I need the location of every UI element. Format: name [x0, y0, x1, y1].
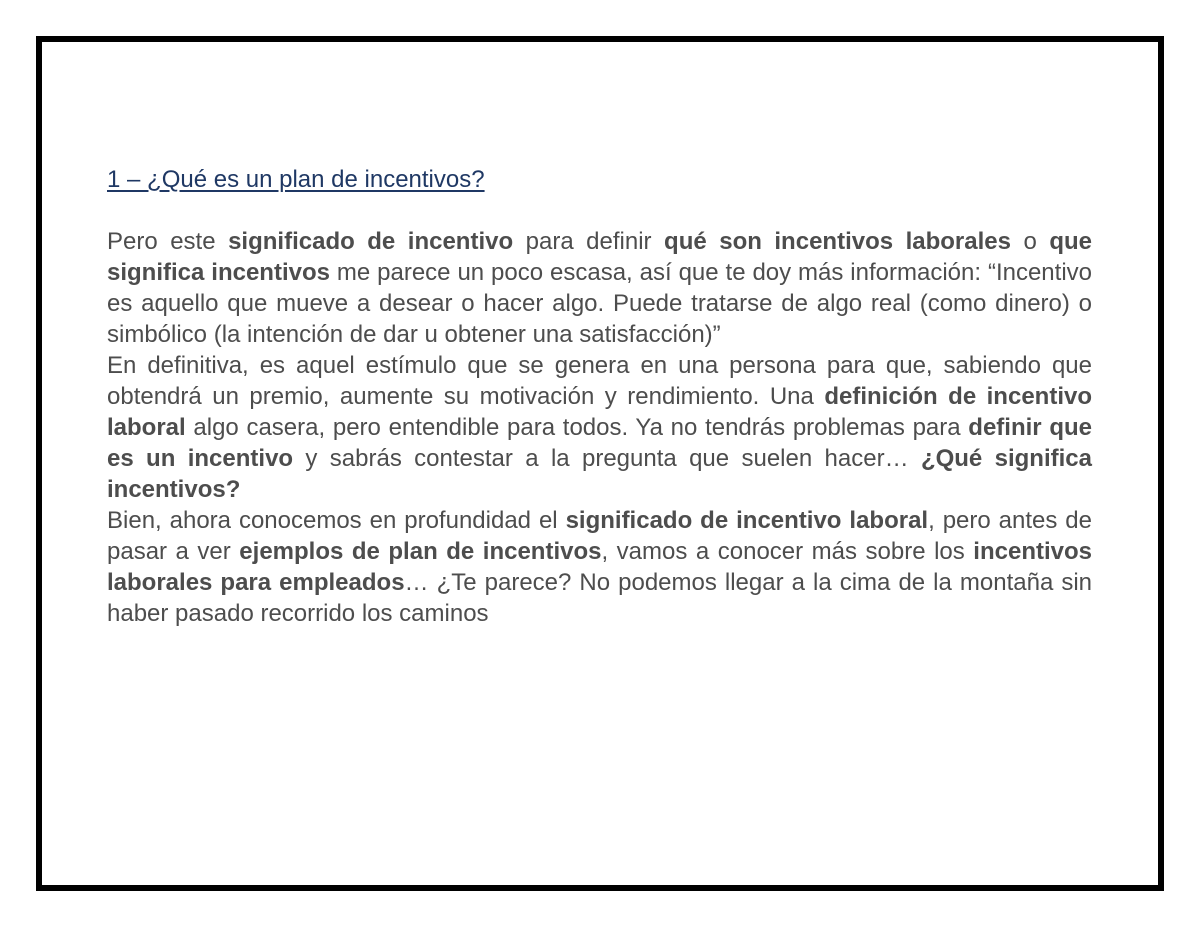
document-body [107, 164, 1092, 629]
paragraph-2 [107, 350, 1092, 505]
text-segment: Pero este [107, 228, 229, 255]
paragraph-1 [107, 226, 1092, 350]
text-segment: , vamos a conocer más sobre los [601, 538, 974, 565]
spacer [107, 195, 1092, 226]
text-segment: En definitiva, es aquel estímulo que se genera en una persona para que, sabiendo que obtendrá un premio, aumente su motivación y rendimiento. Una [107, 352, 1092, 410]
section-heading: 1 – ¿Qué es un plan de incentivos? [107, 166, 485, 193]
bold-term: ejemplos de plan de incentivos [239, 538, 602, 565]
bold-term: significado de incentivo laboral [565, 507, 929, 534]
bold-term: significado de incentivo [228, 228, 514, 255]
text-segment: , pero antes de pasar a ver [107, 507, 1092, 565]
bold-term: definición de incentivo laboral [107, 383, 1092, 441]
bold-term: qué son incentivos laborales [664, 228, 1011, 255]
bold-term: ¿Qué significa incentivos? [107, 445, 1092, 503]
text-segment: y sabrás contestar a la pregunta que suelen hacer… [293, 445, 921, 472]
text-segment: me parece un poco escasa, así que te doy más información: “Incentivo es aquello que mueve a desear o hacer algo. Puede tratarse de algo real (como dinero) o simbólico (la intención de dar u obtener una satisfacción)” [107, 259, 1092, 348]
text-segment: para definir [513, 228, 665, 255]
text-segment: Bien, ahora conocemos en profundidad el [107, 507, 566, 534]
bold-term: que significa incentivos [107, 228, 1093, 286]
text-segment: algo casera, pero entendible para todos. Ya no tendrás problemas para [185, 414, 969, 441]
text-segment: o [1010, 228, 1050, 255]
bold-term: incentivos laborales para empleados [107, 538, 1092, 596]
paragraph-3 [107, 505, 1092, 629]
text-segment: … ¿Te parece? No podemos llegar a la cima de la montaña sin haber pasado recorrido los caminos [107, 569, 1093, 627]
bold-term: definir que es un incentivo [107, 414, 1092, 472]
